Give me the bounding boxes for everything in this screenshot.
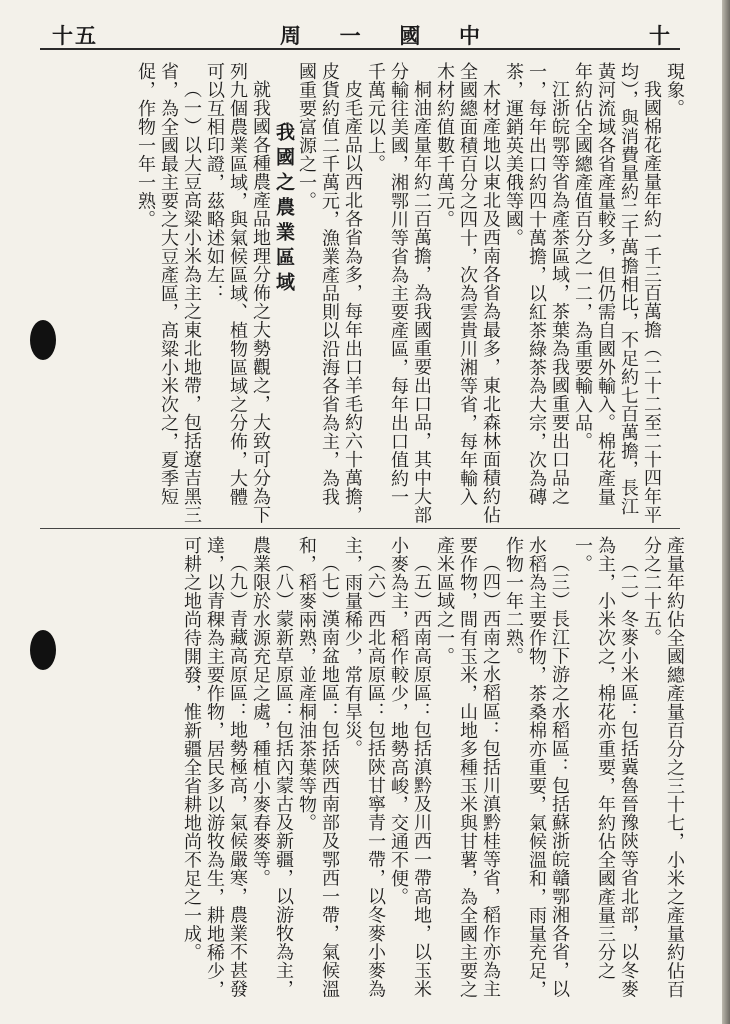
page-header — [40, 8, 680, 52]
paragraph: 產量年約佔全國總產量百分之三十七，小米之產量約佔百分之二十五。 — [641, 536, 685, 999]
punch-hole — [30, 320, 56, 360]
section-divider — [40, 528, 680, 529]
paragraph: 桐油產量年約二百萬擔，為我國重要出口品，其中大部分輸往美國，湘鄂川等省為主要產區，每年出口值約一千萬元以上。 — [365, 62, 432, 524]
running-title — [280, 20, 480, 50]
top-text-block — [46, 62, 686, 524]
punch-hole — [30, 630, 56, 670]
title-char-3: 國 — [399, 23, 421, 48]
paragraph: 江浙皖鄂等省為產茶區域，茶葉為我國重要出口品之一，每年出口約四十萬擔，以紅茶綠茶為大宗，次為磚茶，運銷英美俄等國。 — [503, 62, 570, 506]
paragraph: 就我國各種農產品地理分佈之大勢觀之，大致可分為下列九個農業區域，與氣候區域、植物區域之分佈，大體可以互相印證，茲略述如左： — [204, 62, 271, 524]
paragraph: （四）西南之水稻區：包括川滇黔桂等省，稻作亦為主要作物，間有玉米，山地多種玉米與甘薯，為全國主要之產米區域之一。 — [434, 536, 501, 999]
paragraph: （三）長江下游之水稻區：包括蘇浙皖贛鄂湘各省，以水稻為主要作物，茶桑棉亦重要，氣候溫和，雨量充足，作物一年二熟。 — [503, 536, 570, 999]
paragraph: （八）蒙新草原區：包括內蒙古及新疆，以游牧為主，農業限於水源充足之處，種植小麥春麥等。 — [250, 536, 294, 998]
page-number-left: 十五 — [52, 23, 98, 48]
paragraph: （六）西北高原區：包括陝甘寧青一帶，以冬麥小麥為主，雨量稀少，常有旱災。 — [342, 536, 386, 998]
page-binding-edge — [722, 0, 730, 1024]
title-char-4: 中 — [458, 23, 480, 48]
bottom-text-block — [46, 536, 686, 1014]
paragraph: 現象。 — [664, 62, 685, 118]
paragraph: 木材產地以東北及西南各省為最多，東北森林面積約佔全國總面積百分之四十，次為雲貴川湘等省，每年輸入木材約值數千萬元。 — [434, 62, 501, 524]
paragraph: （二）冬麥小米區：包括冀魯晉豫陝等省北部，以冬麥為主，小米次之，棉花亦重要，年約佔全國產量三分之一。 — [572, 536, 639, 998]
page-number-right: 十 — [649, 23, 672, 48]
paragraph: 皮毛產品以西北各省為多，每年出口羊毛約六十萬擔，皮貨約值二千萬元，漁業產品則以沿海各省為主，為我國重要富源之一。 — [296, 62, 363, 524]
section-heading: 我國之農業區域 — [273, 122, 295, 297]
paragraph: 我國棉花產量年約一千三百萬擔（二十二至二十四年平均），與消費量約二千萬擔相比，不足約七百萬擔，長江黃河流域各省產量較多，但仍需自國外輸入。棉花產量年約佔全國總產值百分之一二，為重要輸入品。 — [572, 62, 662, 524]
paragraph: （七）漢南盆地區：包括陝西南部及鄂西一帶，氣候溫和，稻麥兩熟，並產桐油茶葉等物。 — [296, 536, 340, 998]
paragraph: （一）以大豆高粱小米為主之東北地帶，包括遼吉黑三省，為全國最主要之大豆產區，高粱小米次之，夏季短促，作物一年一熟。 — [135, 62, 202, 524]
paragraph: （五）西南高原區：包括滇黔及川西一帶高地，以玉米小麥為主，稻作較少，地勢高峻，交通不便。 — [388, 536, 432, 998]
header-rule — [40, 48, 680, 50]
title-char-2: 一 — [339, 23, 361, 48]
title-char-1: 周 — [280, 23, 301, 48]
paragraph: （九）青藏高原區：地勢極高，氣候嚴寒，農業不甚發達，以青稞為主要作物，居民多以游牧為生，耕地稀少，可耕之地尚待開發，惟新疆全省耕地尚不足之一成。 — [181, 536, 248, 999]
